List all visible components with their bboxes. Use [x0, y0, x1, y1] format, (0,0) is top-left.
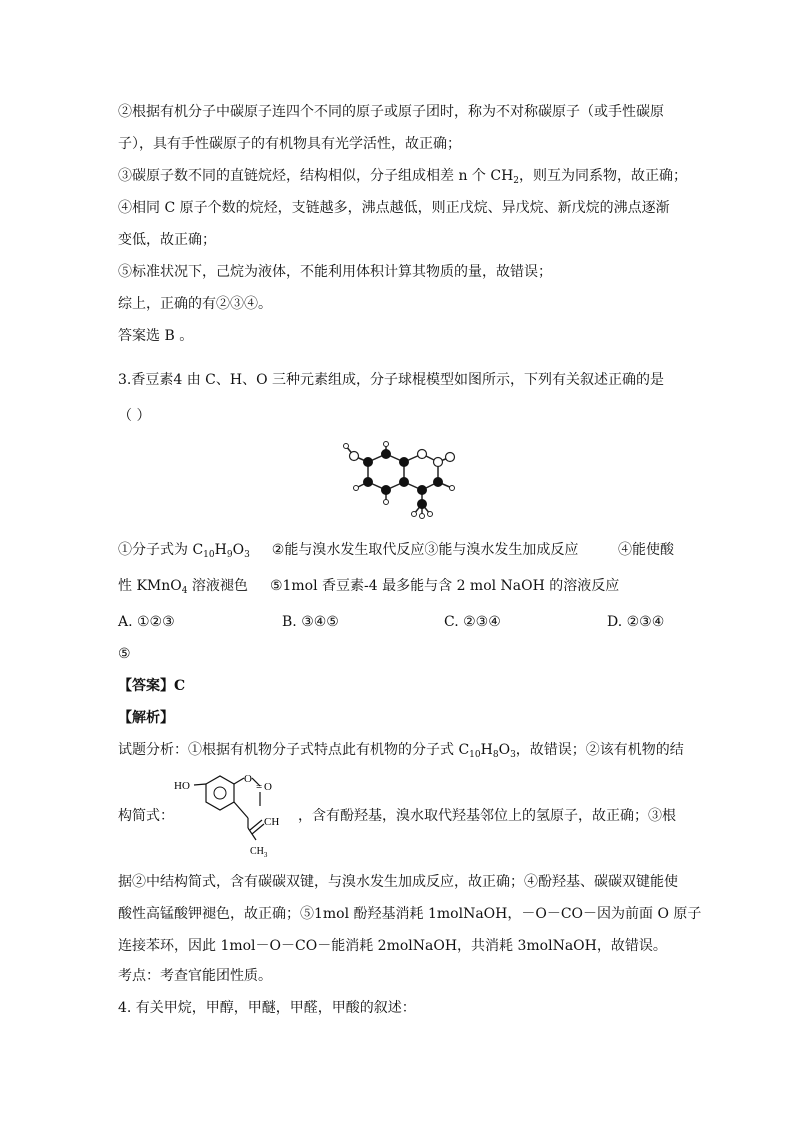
ho-label: HO	[174, 780, 190, 792]
analysis-label: 【解析】	[118, 710, 174, 726]
statement-line: ①分子式为 $C_{10}H_9O_3$ ②能与溴水发生取代反应③能与溴水发生加成反应	[118, 542, 579, 560]
ball-stick-model-image	[330, 436, 470, 524]
analysis-line: 试题分析：①根据有机物分子式特点此有机物的分子式 $C_{10}H_8O_3$，故错误；②该有机物的结	[118, 742, 684, 760]
ch-label: CH	[264, 816, 280, 828]
text-line: ③碳原子数不同的直链烷烃，结构相似，分子组成相差 n 个 $CH_2$，则互为同系物，故正确；	[118, 168, 688, 186]
option-c: C. ②③④	[444, 614, 501, 630]
carbonyl-oxygen-label: O	[264, 781, 272, 793]
option-d-continued: ⑤	[118, 646, 131, 662]
knowledge-point: 考点：考查官能团性质。	[118, 968, 272, 984]
option-d: D. ②③④	[607, 614, 665, 630]
structural-formula-image	[172, 770, 302, 860]
option-a: A. ①②③	[118, 614, 175, 630]
question-stem: 3.香豆素4 由 C、H、O 三种元素组成，分子球棍模型如图所示，下列有关叙述正确的是	[118, 372, 665, 388]
analysis-line: 据②中结构简式，含有碳碳双键，与溴水发生加成反应，故正确；④酚羟基、碳碳双键能使	[118, 874, 678, 890]
answer-label: 【答案】C	[118, 678, 186, 694]
statement-line: 性 KMnO$_4$ 溶液褪色 ⑤1mol 香豆素-4 最多能与含 2 mol NaOH 的溶液反应	[118, 578, 620, 596]
text-line: ②根据有机分子中碳原子连四个不同的原子或原子团时，称为不对称碳原子（或手性碳原	[118, 104, 664, 120]
analysis-line: 酸性高锰酸钾褪色，故正确；⑤1mol 酚羟基消耗 1molNaOH，－O－CO－因为前面 O 原子	[118, 906, 702, 922]
option-b: B. ③④⑤	[282, 614, 339, 630]
text-line: ④相同 C 原子个数的烷烃，支链越多，沸点越低，则正戊烷、异戊烷、新戊烷的沸点逐渐	[118, 200, 670, 216]
analysis-line: 构简式：	[118, 808, 174, 824]
ch3-label: $CH_3$	[250, 846, 268, 859]
question-stem: 4. 有关甲烷，甲醇，甲醚，甲醛，甲酸的叙述：	[118, 1000, 416, 1016]
text-line: 综上，正确的有②③④。	[118, 296, 272, 312]
text-line: 子），具有手性碳原子的有机物具有光学活性，故正确；	[118, 136, 461, 152]
text-line: ⑤标准状况下，己烷为液体，不能利用体积计算其物质的量，故错误；	[118, 264, 552, 280]
question-bracket: （ ）	[118, 408, 151, 424]
statement-4-part: ④能使酸	[618, 542, 674, 558]
answer-line: 答案选 B 。	[118, 328, 194, 344]
ring-oxygen-label: O	[244, 773, 252, 785]
analysis-line: 连接苯环，因此 1mol－O－CO－能消耗 2molNaOH，共消耗 3molNaOH，故错误。	[118, 938, 667, 954]
analysis-line-continued: ，含有酚羟基，溴水取代羟基邻位上的氢原子，故正确；③根	[298, 808, 676, 824]
svg-text:=: =	[256, 781, 263, 793]
text-line: 变低，故正确；	[118, 232, 216, 248]
